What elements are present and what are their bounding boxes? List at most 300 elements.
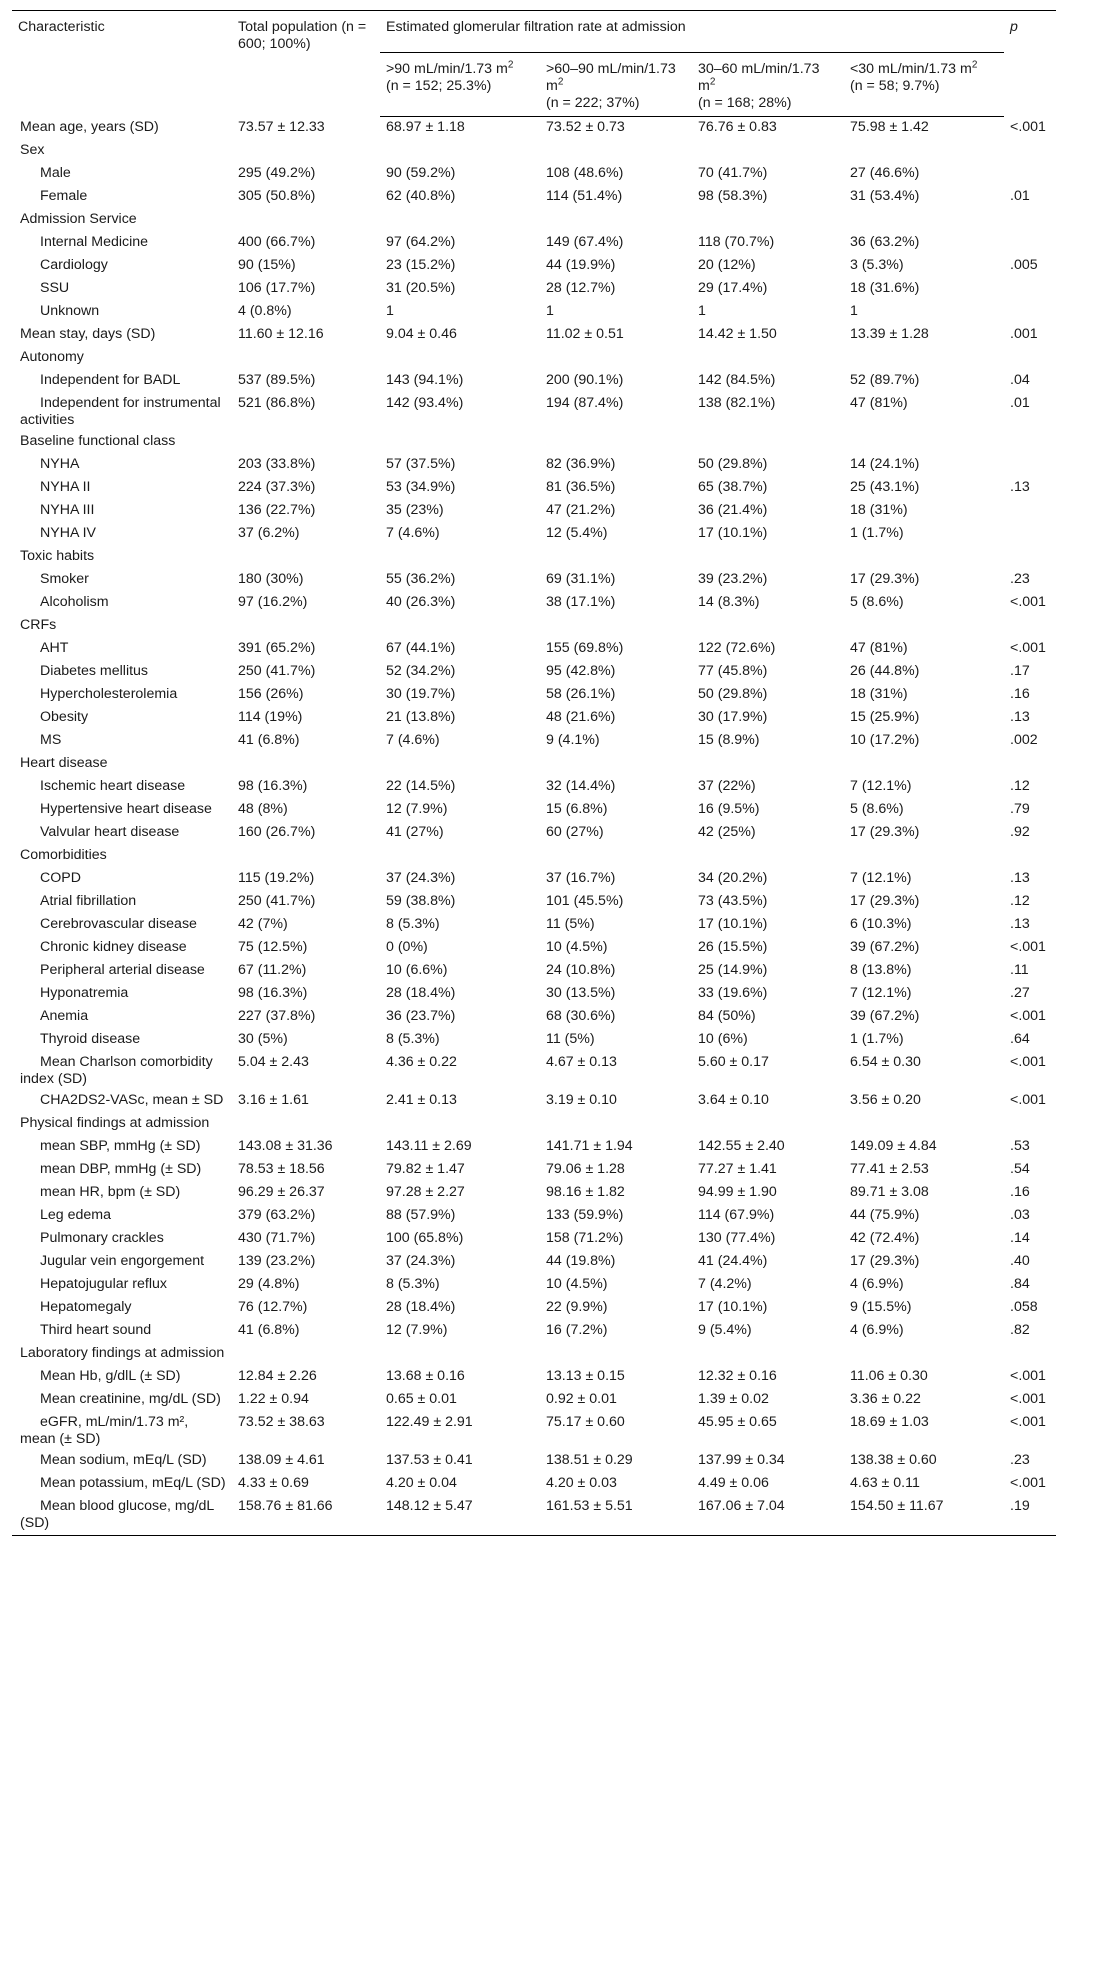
value-cell: 37 (6.2%) [238,525,300,541]
value-cell: 44 (19.9%) [546,257,616,273]
value-cell [692,1343,844,1366]
value-cell: 35 (23%) [386,502,444,518]
value-cell: 7 (12.1%) [850,870,912,886]
row-label: Obesity [40,709,89,725]
table-row [12,186,1056,209]
table-body [12,117,1056,1536]
row-label: MS [40,732,62,748]
value-cell: 17 (29.3%) [850,893,920,909]
row-label: Leg edema [40,1207,111,1223]
row-label: Hypercholesterolemia [40,686,178,702]
row-label: AHT [40,640,69,656]
p-value-cell: .23 [1010,571,1030,587]
p-value-cell [1004,546,1056,569]
p-value-cell: .27 [1010,985,1030,1001]
table-row [12,1473,1056,1496]
value-cell: 52 (89.7%) [850,372,920,388]
section-row [12,1113,1056,1136]
row-label: NYHA IV [40,525,96,541]
value-cell: 305 (50.8%) [238,188,316,204]
value-cell: 142.55 ± 2.40 [698,1138,785,1154]
value-cell: 25 (43.1%) [850,479,920,495]
header-characteristic: Characteristic [12,11,232,117]
p-value-cell: .005 [1010,257,1038,273]
p-value-cell: <.001 [1010,1008,1046,1024]
value-cell: 33 (19.6%) [698,985,768,1001]
value-cell: 15 (6.8%) [546,801,608,817]
p-value-cell: <.001 [1010,640,1046,656]
header-egfr-range: >60–90 mL/min/1.73 m [546,61,676,94]
table-row [12,1251,1056,1274]
header-egfr-unit-exponent: 2 [557,76,564,88]
value-cell: 21 (13.8%) [386,709,456,725]
value-cell [844,431,1004,454]
p-value-cell: .16 [1010,1184,1030,1200]
value-cell: 158.76 ± 81.66 [232,1496,380,1536]
table-row [12,569,1056,592]
value-cell: 4.33 ± 0.69 [238,1475,309,1491]
table-row [12,891,1056,914]
value-cell: 30 (17.9%) [698,709,768,725]
value-cell: 1.39 ± 0.02 [698,1391,769,1407]
value-cell: 1 (1.7%) [850,1031,904,1047]
value-cell: 39 (23.2%) [698,571,768,587]
value-cell: 14 (8.3%) [698,594,760,610]
value-cell: 100 (65.8%) [386,1230,464,1246]
table-row [12,1228,1056,1251]
value-cell [232,546,380,569]
table-row [12,278,1056,301]
value-cell: 75 (12.5%) [238,939,308,955]
section-row [12,1343,1056,1366]
value-cell: 97 (16.2%) [238,594,308,610]
section-row [12,615,1056,638]
value-cell [844,209,1004,232]
table-row [12,1090,1056,1113]
value-cell: 32 (14.4%) [546,778,616,794]
value-cell: 9.04 ± 0.46 [386,326,457,342]
p-value-cell: .002 [1010,732,1038,748]
row-label: Male [40,165,71,181]
value-cell [844,753,1004,776]
value-cell: 130 (77.4%) [698,1230,776,1246]
value-cell: 22 (9.9%) [546,1299,608,1315]
row-label: Peripheral arterial disease [40,962,205,978]
value-cell: 60 (27%) [546,824,604,840]
value-cell: 3 (5.3%) [850,257,904,273]
row-label: COPD [40,870,81,886]
value-cell: 167.06 ± 7.04 [692,1496,844,1536]
value-cell: 227 (37.8%) [238,1008,316,1024]
value-cell [692,347,844,370]
value-cell [692,431,844,454]
table-row [12,1052,1056,1090]
table-row [12,393,1056,431]
row-label: Alcoholism [40,594,109,610]
p-value-cell: .04 [1010,372,1030,388]
value-cell: 90 (15%) [238,257,296,273]
value-cell: 17 (29.3%) [850,824,920,840]
row-label: NYHA II [40,479,91,495]
value-cell: 137.99 ± 0.34 [698,1452,785,1468]
value-cell: 40 (26.3%) [386,594,456,610]
value-cell: 77.41 ± 2.53 [850,1161,929,1177]
header-egfr-range: <30 mL/min/1.73 m [850,61,972,77]
value-cell: 76 (12.7%) [238,1299,308,1315]
table-row [12,1297,1056,1320]
value-cell: 400 (66.7%) [238,234,316,250]
value-cell: 10 (4.5%) [546,1276,608,1292]
value-cell: 67 (11.2%) [238,962,307,978]
table-row [12,1182,1056,1205]
value-cell: 82 (36.9%) [546,456,616,472]
value-cell: 11 (5%) [546,916,595,932]
value-cell: 194 (87.4%) [546,395,624,411]
value-cell: 11.06 ± 0.30 [850,1368,928,1384]
value-cell [232,431,380,454]
value-cell: 142 (84.5%) [698,372,776,388]
value-cell: 97 (64.2%) [386,234,456,250]
value-cell: 101 (45.5%) [546,893,624,909]
value-cell: 7 (12.1%) [850,985,912,1001]
value-cell: 136 (22.7%) [238,502,316,518]
value-cell: 89.71 ± 3.08 [850,1184,929,1200]
value-cell: 25 (14.9%) [698,962,768,978]
value-cell: 84 (50%) [698,1008,756,1024]
value-cell [844,1343,1004,1366]
value-cell: 44 (75.9%) [850,1207,920,1223]
p-value-cell [1004,278,1056,301]
value-cell: 45.95 ± 0.65 [698,1414,777,1430]
table-row [12,1159,1056,1182]
value-cell: 143.11 ± 2.69 [386,1138,472,1154]
table-row [12,983,1056,1006]
p-value-cell [1004,1343,1056,1366]
value-cell: 38 (17.1%) [546,594,616,610]
p-value-cell [1004,431,1056,454]
value-cell: 114 (19%) [238,709,303,725]
value-cell: 122 (72.6%) [698,640,776,656]
value-cell: 90 (59.2%) [386,165,456,181]
value-cell: 203 (33.8%) [238,456,316,472]
value-cell: 14.42 ± 1.50 [698,326,777,342]
value-cell: 114 (67.9%) [698,1207,775,1223]
value-cell [692,1113,844,1136]
table-row [12,454,1056,477]
p-value-cell: .17 [1010,663,1030,679]
value-cell: 1.22 ± 0.94 [238,1391,309,1407]
value-cell: 1 [546,303,554,319]
p-value-cell: <.001 [1010,1414,1046,1430]
value-cell: 29 (4.8%) [238,1276,300,1292]
p-value-cell [1004,523,1056,546]
value-cell: 118 (70.7%) [698,234,775,250]
p-value-cell: <.001 [1010,118,1046,135]
row-label: Thyroid disease [40,1031,141,1047]
section-row [12,845,1056,868]
p-value-cell [1004,500,1056,523]
value-cell [232,140,380,163]
value-cell: 0.65 ± 0.01 [386,1391,457,1407]
table-row [12,1029,1056,1052]
section-row [12,546,1056,569]
value-cell: 6 (10.3%) [850,916,912,932]
table-row [12,822,1056,845]
value-cell: 79.06 ± 1.28 [546,1161,625,1177]
table-row [12,638,1056,661]
value-cell: 15 (25.9%) [850,709,920,725]
value-cell: 138.51 ± 0.29 [546,1452,633,1468]
value-cell: 5.04 ± 2.43 [238,1054,309,1070]
header-egfr-unit-exponent: 2 [709,76,716,88]
value-cell: 138.09 ± 4.61 [238,1452,325,1468]
row-label: Valvular heart disease [40,824,180,840]
value-cell: 73.57 ± 12.33 [238,118,325,135]
value-cell: 391 (65.2%) [238,640,316,656]
value-cell: 4.36 ± 0.22 [386,1054,457,1070]
value-cell: 14 (24.1%) [850,456,920,472]
value-cell: 139 (23.2%) [238,1253,316,1269]
value-cell: 42 (7%) [238,916,288,932]
row-label: Diabetes mellitus [40,663,149,679]
value-cell: 0.92 ± 0.01 [546,1391,617,1407]
header-egfr-column [844,53,1004,117]
header-egfr-count: (n = 222; 37%) [546,95,640,111]
header-p-value: p [1004,11,1056,117]
value-cell: 98.16 ± 1.82 [546,1184,625,1200]
section-label: Heart disease [20,755,108,771]
section-row [12,324,1056,347]
value-cell: 68.97 ± 1.18 [386,119,465,135]
table-row [12,707,1056,730]
value-cell [844,546,1004,569]
value-cell: 18 (31%) [850,502,908,518]
value-cell: 250 (41.7%) [238,663,316,679]
table-row [12,661,1056,684]
value-cell [844,615,1004,638]
table-row [12,868,1056,891]
table-row [12,914,1056,937]
value-cell: 47 (81%) [850,395,908,411]
row-label: Hyponatremia [40,985,129,1001]
value-cell: 180 (30%) [238,571,304,587]
value-cell: 37 (16.7%) [546,870,616,886]
row-label: eGFR, mL/min/1.73 m², mean (± SD) [20,1414,189,1447]
value-cell: 73 (43.5%) [698,893,768,909]
value-cell: 75.98 ± 1.42 [850,119,929,135]
section-row [12,140,1056,163]
value-cell: 430 (71.7%) [238,1230,316,1246]
value-cell: 70 (41.7%) [698,165,768,181]
p-value-cell: .84 [1010,1276,1030,1292]
value-cell: 149.09 ± 4.84 [850,1138,937,1154]
value-cell: 4 (6.9%) [850,1322,904,1338]
p-value-cell: .16 [1010,686,1030,702]
header-egfr-column [380,53,540,117]
p-value-cell: .14 [1010,1230,1030,1246]
section-label: Toxic habits [20,548,95,564]
row-label: Independent for instrumental activities [20,395,221,428]
value-cell: 12.32 ± 0.16 [698,1368,777,1384]
value-cell: 379 (63.2%) [238,1207,316,1223]
value-cell: 4.20 ± 0.04 [386,1475,457,1491]
value-cell: 18 (31%) [850,686,908,702]
value-cell [232,209,380,232]
value-cell: 62 (40.8%) [386,188,456,204]
value-cell: 7 (12.1%) [850,778,912,794]
value-cell: 95 (42.8%) [546,663,616,679]
row-label: Unknown [40,303,100,319]
value-cell: 13.39 ± 1.28 [850,326,929,342]
value-cell: 34 (20.2%) [698,870,768,886]
section-row [12,209,1056,232]
header-egfr-count: (n = 168; 28%) [698,95,792,111]
value-cell: 141.71 ± 1.94 [546,1138,633,1154]
p-value-cell: .01 [1010,188,1030,204]
value-cell: 4.49 ± 0.06 [698,1475,769,1491]
p-value-cell: <.001 [1010,1368,1046,1384]
p-value-cell: .12 [1010,893,1030,909]
row-label: Mean Hb, g/dlL (± SD) [40,1368,181,1384]
p-value-cell: .01 [1010,395,1030,411]
value-cell [540,209,692,232]
row-label: Mean Charlson comorbidity index (SD) [20,1054,213,1087]
value-cell: 13.13 ± 0.15 [546,1368,625,1384]
value-cell: 57 (37.5%) [386,456,456,472]
value-cell [232,845,380,868]
value-cell: 53 (34.9%) [386,479,456,495]
p-value-cell: <.001 [1010,1391,1046,1407]
value-cell: 148.12 ± 5.47 [380,1496,540,1536]
value-cell: 41 (24.4%) [698,1253,768,1269]
value-cell [692,140,844,163]
p-value-cell [1004,845,1056,868]
value-cell [380,1113,540,1136]
row-label: Mean creatinine, mg/dL (SD) [40,1391,221,1407]
value-cell: 48 (8%) [238,801,288,817]
row-label: Mean potassium, mEq/L (SD) [40,1475,226,1491]
p-value-cell [1004,209,1056,232]
value-cell: 155 (69.8%) [546,640,624,656]
value-cell: 75.17 ± 0.60 [546,1414,625,1430]
p-value-cell: .13 [1010,916,1030,932]
row-label: mean HR, bpm (± SD) [40,1184,181,1200]
value-cell [540,347,692,370]
value-cell: 36 (21.4%) [698,502,768,518]
value-cell [844,845,1004,868]
table-row [12,960,1056,983]
table-row [12,1450,1056,1473]
table-row [12,684,1056,707]
section-label: Sex [20,142,45,158]
p-value-cell: .79 [1010,801,1030,817]
table-row [12,370,1056,393]
value-cell: 108 (48.6%) [546,165,624,181]
value-cell: 158 (71.2%) [546,1230,624,1246]
value-cell: 42 (25%) [698,824,756,840]
value-cell: 73.52 ± 0.73 [546,119,625,135]
value-cell: 12 (5.4%) [546,525,608,541]
section-label: Baseline functional class [20,433,176,449]
header-egfr-count: (n = 58; 9.7%) [850,78,940,94]
value-cell: 88 (57.9%) [386,1207,456,1223]
value-cell: 41 (6.8%) [238,1322,300,1338]
row-label: NYHA [40,456,80,472]
p-value-cell [1004,347,1056,370]
value-cell: 13.68 ± 0.16 [386,1368,465,1384]
value-cell: 9 (15.5%) [850,1299,912,1315]
row-label: Internal Medicine [40,234,149,250]
value-cell: 3.16 ± 1.61 [238,1092,309,1108]
p-value-cell: <.001 [1010,1054,1046,1070]
value-cell: 114 (51.4%) [546,188,623,204]
value-cell: 31 (20.5%) [386,280,456,296]
p-value-cell: <.001 [1010,1475,1046,1491]
header-egfr-range: 30–60 mL/min/1.73 m [698,61,820,94]
value-cell: 142 (93.4%) [386,395,464,411]
value-cell: 39 (67.2%) [850,1008,920,1024]
p-value-cell: .13 [1010,870,1030,886]
row-label: SSU [40,280,70,296]
value-cell: 12 (7.9%) [386,1322,448,1338]
value-cell: 98 (58.3%) [698,188,768,204]
value-cell: 67 (44.1%) [386,640,456,656]
header-egfr-range: >90 mL/min/1.73 m [386,61,508,77]
value-cell: 17 (10.1%) [698,1299,768,1315]
value-cell: 10 (17.2%) [850,732,920,748]
value-cell: 1 [850,303,858,319]
value-cell [232,1113,380,1136]
table-row [12,523,1056,546]
value-cell: 18 (31.6%) [850,280,920,296]
value-cell [380,753,540,776]
section-label: Autonomy [20,349,84,365]
value-cell [232,1343,380,1366]
p-value-cell [1004,163,1056,186]
value-cell [380,1343,540,1366]
table-row [12,1136,1056,1159]
value-cell: 36 (23.7%) [386,1008,456,1024]
value-cell: 50 (29.8%) [698,686,768,702]
table-row [12,232,1056,255]
value-cell: 11.02 ± 0.51 [546,326,624,342]
value-cell: 16 (7.2%) [546,1322,608,1338]
value-cell [540,1343,692,1366]
table-row [12,1205,1056,1228]
value-cell: 28 (12.7%) [546,280,616,296]
value-cell: 8 (5.3%) [386,1276,440,1292]
header-egfr-column [692,53,844,117]
value-cell: 8 (5.3%) [386,916,440,932]
value-cell: 29 (17.4%) [698,280,768,296]
p-value-cell: .13 [1010,479,1030,495]
table-row [12,1412,1056,1450]
header-egfr-group: Estimated glomerular filtration rate at admission [380,11,1004,53]
value-cell: 3.36 ± 0.22 [850,1391,921,1407]
value-cell [232,753,380,776]
value-cell: 9 (5.4%) [698,1322,752,1338]
value-cell: 3.19 ± 0.10 [546,1092,617,1108]
value-cell: 31 (53.4%) [850,188,920,204]
value-cell [232,347,380,370]
value-cell: 1 (1.7%) [850,525,904,541]
value-cell: 18.69 ± 1.03 [850,1414,929,1430]
value-cell: 47 (81%) [850,640,908,656]
value-cell [844,347,1004,370]
value-cell: 73.52 ± 38.63 [238,1414,325,1430]
header-total-population: Total population (n = 600; 100%) [232,11,380,117]
value-cell: 52 (34.2%) [386,663,456,679]
